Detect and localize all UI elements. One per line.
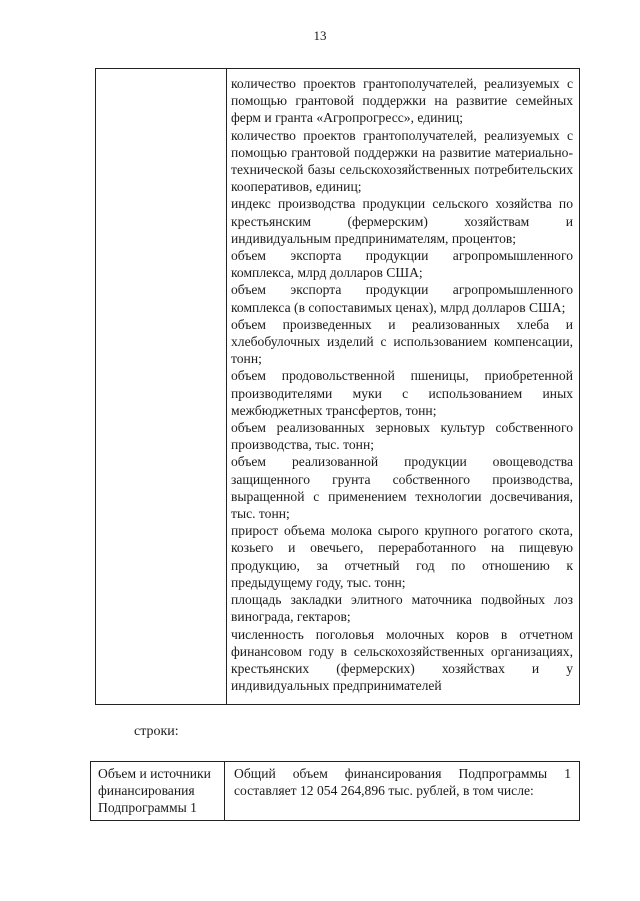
indicator-item: прирост объема молока сырого крупного рогатого скота, козьего и овечьего, переработанного на пищевую продукцию, за отчетный год по отношению к предыдущему году, тыс. тонн; bbox=[231, 523, 573, 590]
financing-table bbox=[90, 761, 580, 821]
indicator-item: объем реализованных зерновых культур собственного производства, тыс. тонн; bbox=[231, 420, 573, 453]
indicator-item: количество проектов грантополучателей, реализуемых с помощью грантовой поддержки на развитие материально-технической базы сельскохозяйственных потребительских кооперативов, единиц; bbox=[231, 127, 573, 195]
indicators-table bbox=[95, 68, 580, 705]
indicator-item: объем произведенных и реализованных хлеба и хлебобулочных изделий с использованием компенсации, тонн; bbox=[231, 316, 573, 367]
indicator-item: объем экспорта продукции агропромышленного комплекса (в сопоставимых ценах), млрд долларов США; bbox=[231, 282, 573, 315]
indicator-item: количество проектов грантополучателей, реализуемых с помощью грантовой поддержки на развитие семейных ферм и гранта «Агропрогресс», единиц; bbox=[231, 76, 573, 126]
financing-label: Объем и источники финансирования Подпрограммы 1 bbox=[91, 762, 225, 820]
indicators-list bbox=[227, 69, 579, 704]
financing-value: Общий объем финансирования Подпрограммы 1 составляет 12 054 264,896 тыс. рублей, в том числе: bbox=[234, 766, 571, 798]
indicator-item: численность поголовья молочных коров в отчетном финансовом году в сельскохозяйственных организациях, крестьянских (фермерских) хозяйствах и у индивидуальных предпринимателей bbox=[231, 626, 573, 694]
indicator-item: площадь закладки элитного маточника подвойных лоз винограда, гектаров; bbox=[231, 592, 573, 625]
page-number: 13 bbox=[313, 28, 327, 43]
indicator-item: объем продовольственной пшеницы, приобретенной производителями муки с использованием иных межбюджетных трансфертов, тонн; bbox=[231, 368, 573, 418]
indicator-item: индекс производства продукции сельского хозяйства по крестьянским (фермерским) хозяйствам и индивидуальным предпринимателям, процентов; bbox=[231, 196, 573, 246]
indicators-label-cell bbox=[96, 69, 227, 704]
indicator-item: объем реализованной продукции овощеводства защищенного грунта собственного производства, выращенной с применением технологии досвечивания, тыс. тонн; bbox=[231, 454, 573, 522]
section-text: строки: bbox=[134, 724, 179, 739]
indicator-item: объем экспорта продукции агропромышленного комплекса, млрд долларов США; bbox=[231, 248, 573, 281]
